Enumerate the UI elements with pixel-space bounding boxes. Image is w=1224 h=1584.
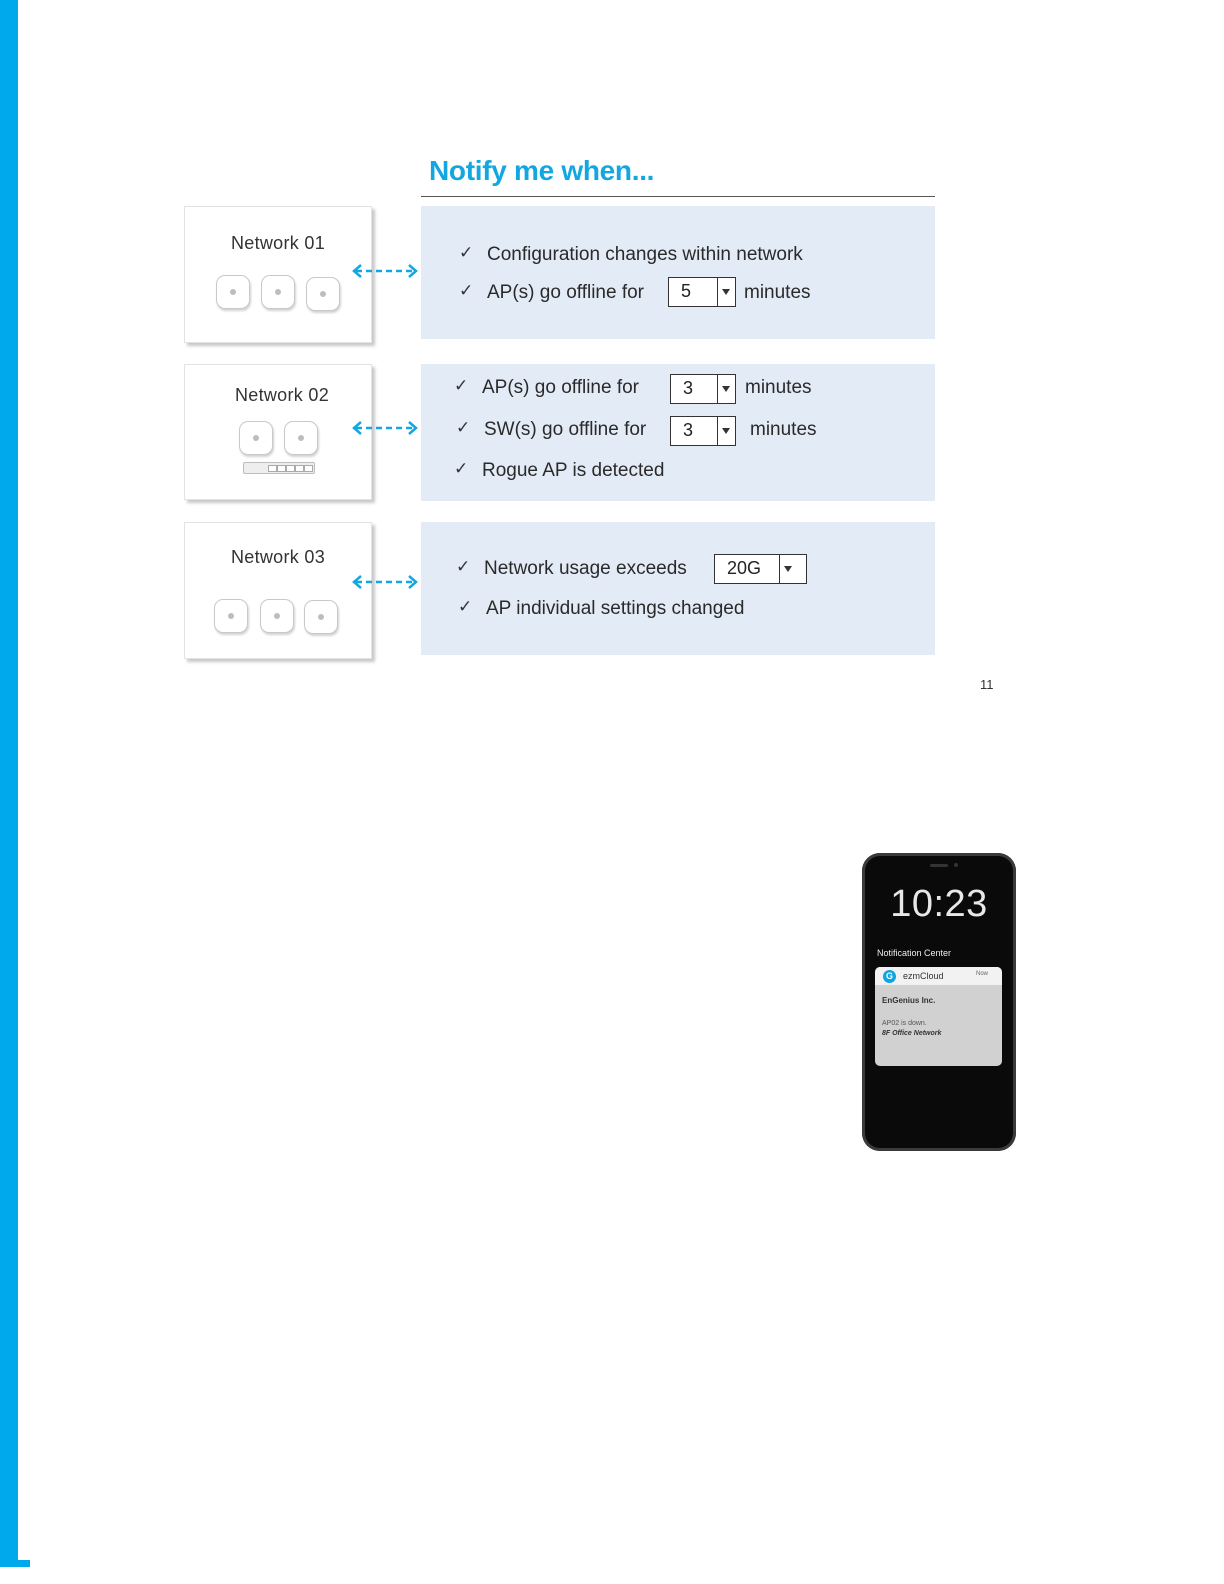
access-point-icon xyxy=(284,421,318,455)
network-usage-label: Network usage exceeds xyxy=(484,558,687,579)
double-arrow-icon xyxy=(352,421,418,435)
select-value: 20G xyxy=(727,558,762,578)
check-icon: ✓ xyxy=(459,281,474,300)
switch-port xyxy=(295,465,304,472)
switch-port xyxy=(286,465,295,472)
ap-offline-label: AP(s) go offline for xyxy=(482,377,640,398)
page-title: Notify me when... xyxy=(429,155,655,186)
notification-network: 8F Office Network xyxy=(882,1030,942,1037)
side-accent-foot xyxy=(0,1560,30,1567)
minutes-label: minutes xyxy=(750,419,817,440)
check-icon: ✓ xyxy=(458,597,473,616)
access-point-icon xyxy=(214,599,248,633)
sw-offline-minutes-select[interactable] xyxy=(670,416,736,446)
switch-port xyxy=(277,465,286,472)
notification-card[interactable] xyxy=(875,967,1002,1066)
config-changes-label: Configuration changes within network xyxy=(487,244,803,265)
check-icon: ✓ xyxy=(459,243,474,262)
access-point-icon xyxy=(261,275,295,309)
double-arrow-icon xyxy=(352,575,418,589)
ap-offline-minutes-select[interactable] xyxy=(670,374,736,404)
switch-port xyxy=(304,465,313,472)
check-icon: ✓ xyxy=(454,459,469,478)
network-name: Network 02 xyxy=(234,385,330,405)
access-point-icon xyxy=(304,600,338,634)
switch-port xyxy=(268,465,277,472)
notification-center-label: Notification Center xyxy=(877,948,952,958)
switch-icon xyxy=(243,462,315,474)
chevron-down-icon[interactable] xyxy=(779,555,806,583)
notify-panel-network-01 xyxy=(421,206,935,339)
notification-header xyxy=(875,967,1002,985)
access-point-icon xyxy=(260,599,294,633)
ezmcloud-app-icon: G xyxy=(883,970,896,983)
select-value: 5 xyxy=(681,281,692,301)
lock-screen-time: 10:23 xyxy=(890,883,988,925)
network-card-02 xyxy=(184,364,372,500)
network-card-03 xyxy=(184,522,372,659)
check-icon: ✓ xyxy=(456,418,471,437)
network-card-01 xyxy=(184,206,372,343)
access-point-icon xyxy=(239,421,273,455)
ap-offline-label: AP(s) go offline for xyxy=(487,282,645,303)
chevron-down-icon[interactable] xyxy=(717,375,735,403)
ap-offline-minutes-select[interactable] xyxy=(668,277,736,307)
select-value: 3 xyxy=(683,420,694,440)
sw-offline-label: SW(s) go offline for xyxy=(484,419,647,440)
network-usage-select[interactable] xyxy=(714,554,807,584)
access-point-icon xyxy=(306,277,340,311)
notify-panel-network-02 xyxy=(421,364,935,501)
side-accent-bar xyxy=(0,0,18,1567)
title-divider xyxy=(421,196,935,197)
access-point-icon xyxy=(216,275,250,309)
phone-mockup xyxy=(862,853,1016,1151)
minutes-label: minutes xyxy=(744,282,811,303)
page-number: 11 xyxy=(980,677,994,692)
notification-message: AP02 is down. xyxy=(882,1020,927,1027)
minutes-label: minutes xyxy=(745,377,812,398)
select-value: 3 xyxy=(683,378,694,398)
network-name: Network 01 xyxy=(230,233,326,253)
chevron-down-icon[interactable] xyxy=(717,278,735,306)
check-icon: ✓ xyxy=(454,376,469,395)
chevron-down-icon[interactable] xyxy=(717,417,735,445)
notification-time: Now xyxy=(975,971,988,977)
notification-sender: EnGenius Inc. xyxy=(882,996,936,1005)
rogue-ap-label: Rogue AP is detected xyxy=(482,460,665,481)
ap-settings-label: AP individual settings changed xyxy=(486,598,745,619)
phone-camera xyxy=(954,863,958,867)
notify-panel-network-03 xyxy=(421,522,935,655)
check-icon: ✓ xyxy=(456,557,471,576)
phone-speaker xyxy=(930,864,948,867)
app-name: ezmCloud xyxy=(903,971,944,981)
network-name: Network 03 xyxy=(230,547,326,567)
double-arrow-icon xyxy=(352,264,418,278)
